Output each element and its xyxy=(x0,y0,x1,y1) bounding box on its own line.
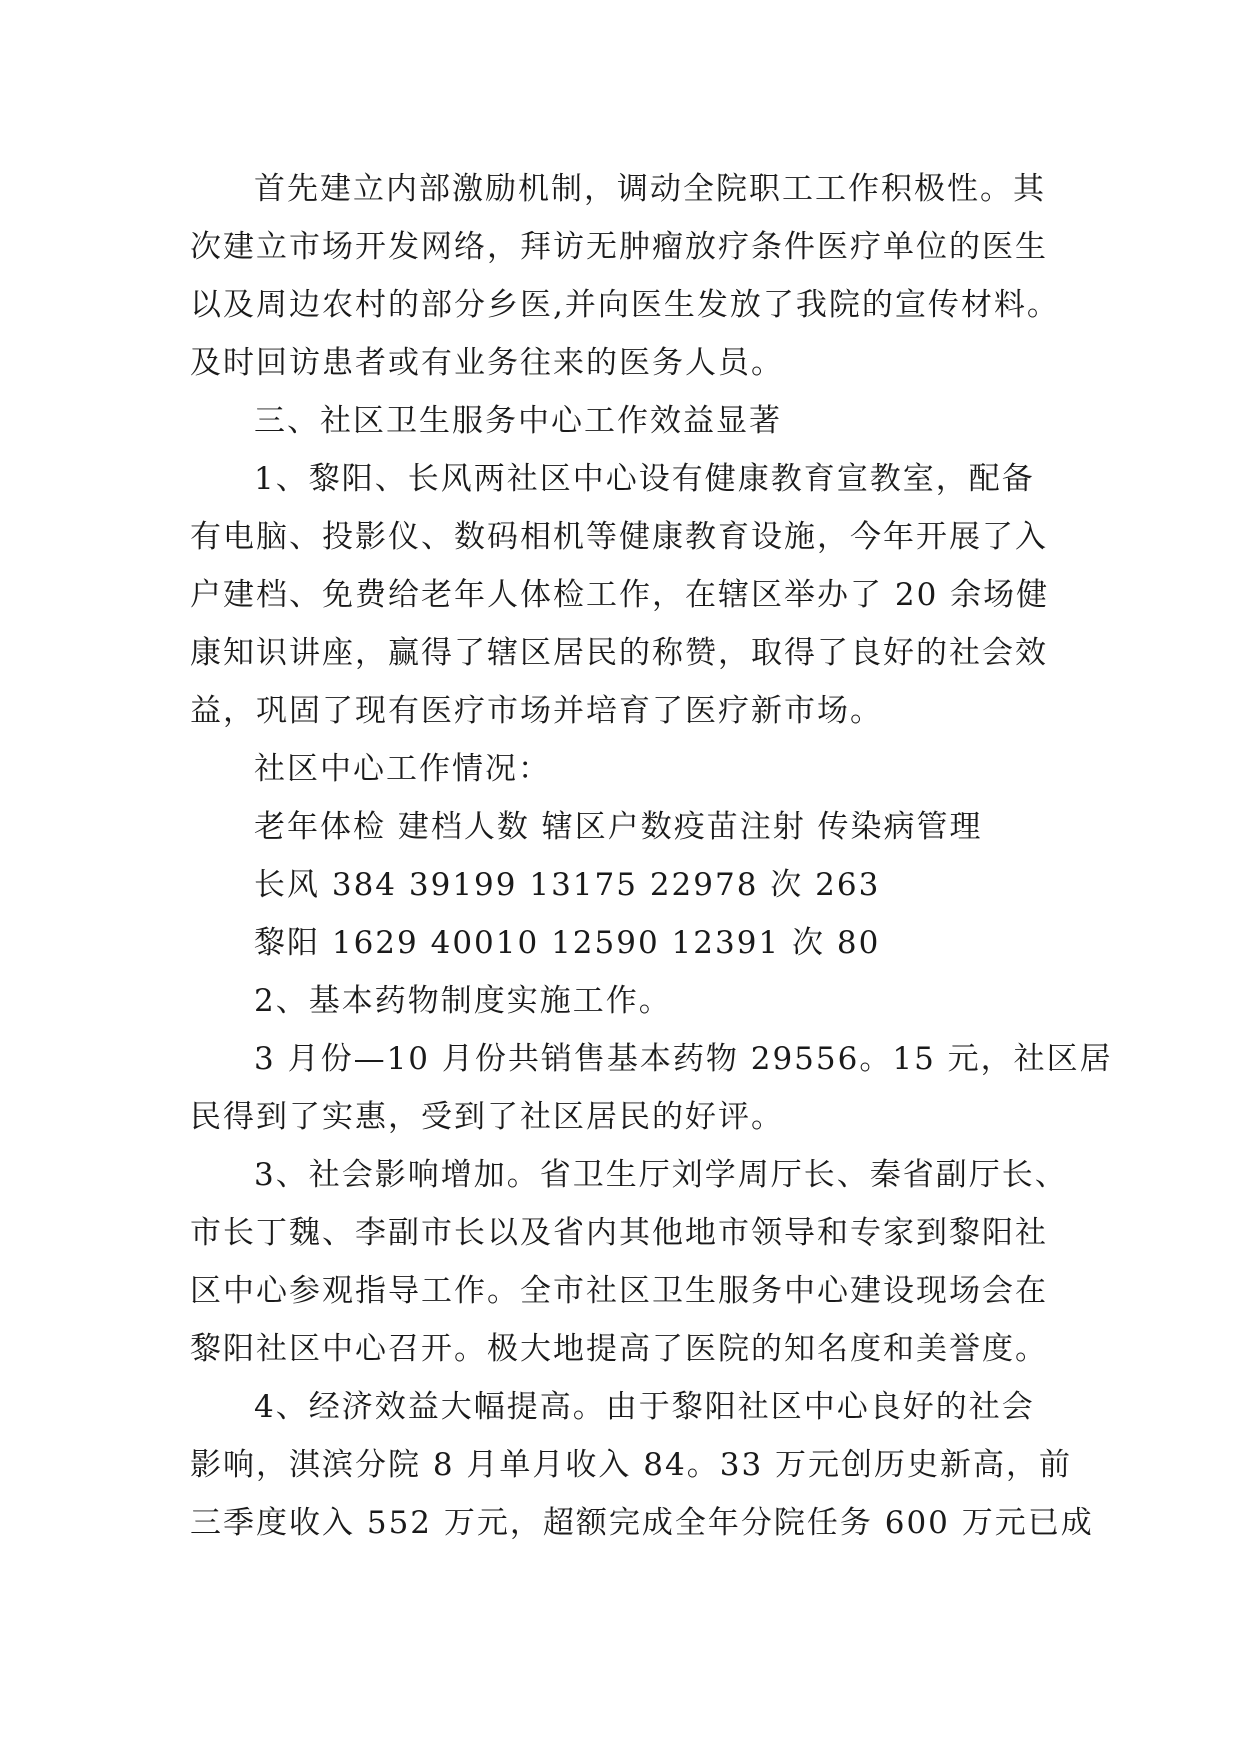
paragraph-line: 1、黎阳、长风两社区中心设有健康教育宣教室，配备 xyxy=(254,461,1035,497)
paragraph-line: 市长丁魏、李副市长以及省内其他地市领导和专家到黎阳社 xyxy=(190,1215,1048,1251)
table-header-row: 老年体检 建档人数 辖区户数疫苗注射 传染病管理 xyxy=(254,809,983,845)
paragraph-line: 2、基本药物制度实施工作。 xyxy=(254,983,672,1019)
table-row: 长风 384 39199 13175 22978 次 263 xyxy=(254,867,881,903)
paragraph-line: 区中心参观指导工作。全市社区卫生服务中心建设现场会在 xyxy=(190,1273,1048,1309)
paragraph-line: 三季度收入 552 万元，超额完成全年分院任务 600 万元已成 xyxy=(190,1505,1094,1541)
section-heading: 三、社区卫生服务中心工作效益显著 xyxy=(254,403,782,439)
paragraph-line: 有电脑、投影仪、数码相机等健康教育设施，今年开展了入 xyxy=(190,519,1048,555)
document-body xyxy=(190,160,1113,1552)
paragraph-line: 民得到了实惠，受到了社区居民的好评。 xyxy=(190,1099,784,1135)
paragraph-line: 首先建立内部激励机制，调动全院职工工作积极性。其 xyxy=(254,171,1046,207)
paragraph-line: 次建立市场开发网络，拜访无肿瘤放疗条件医疗单位的医生 xyxy=(190,229,1048,265)
paragraph-line: 3、社会影响增加。省卫生厅刘学周厅长、秦省副厅长、 xyxy=(254,1157,1068,1193)
paragraph-line: 黎阳社区中心召开。极大地提高了医院的知名度和美誉度。 xyxy=(190,1331,1048,1367)
paragraph-line: 4、经济效益大幅提高。由于黎阳社区中心良好的社会 xyxy=(254,1389,1035,1425)
paragraph-line: 以及周边农村的部分乡医,并向医生发放了我院的宣传材料。 xyxy=(190,287,1060,323)
table-row: 黎阳 1629 40010 12590 12391 次 80 xyxy=(254,925,881,961)
paragraph-line: 康知识讲座，赢得了辖区居民的称赞，取得了良好的社会效 xyxy=(190,635,1048,671)
paragraph-line: 3 月份—10 月份共销售基本药物 29556。15 元，社区居 xyxy=(254,1041,1113,1077)
paragraph-line: 及时回访患者或有业务往来的医务人员。 xyxy=(190,345,784,381)
table-caption: 社区中心工作情况： xyxy=(254,751,551,787)
paragraph-line: 益，巩固了现有医疗市场并培育了医疗新市场。 xyxy=(190,693,883,729)
paragraph-line: 户建档、免费给老年人体检工作，在辖区举办了 20 余场健 xyxy=(190,577,1050,613)
paragraph-line: 影响，淇滨分院 8 月单月收入 84。33 万元创历史新高，前 xyxy=(190,1447,1073,1483)
